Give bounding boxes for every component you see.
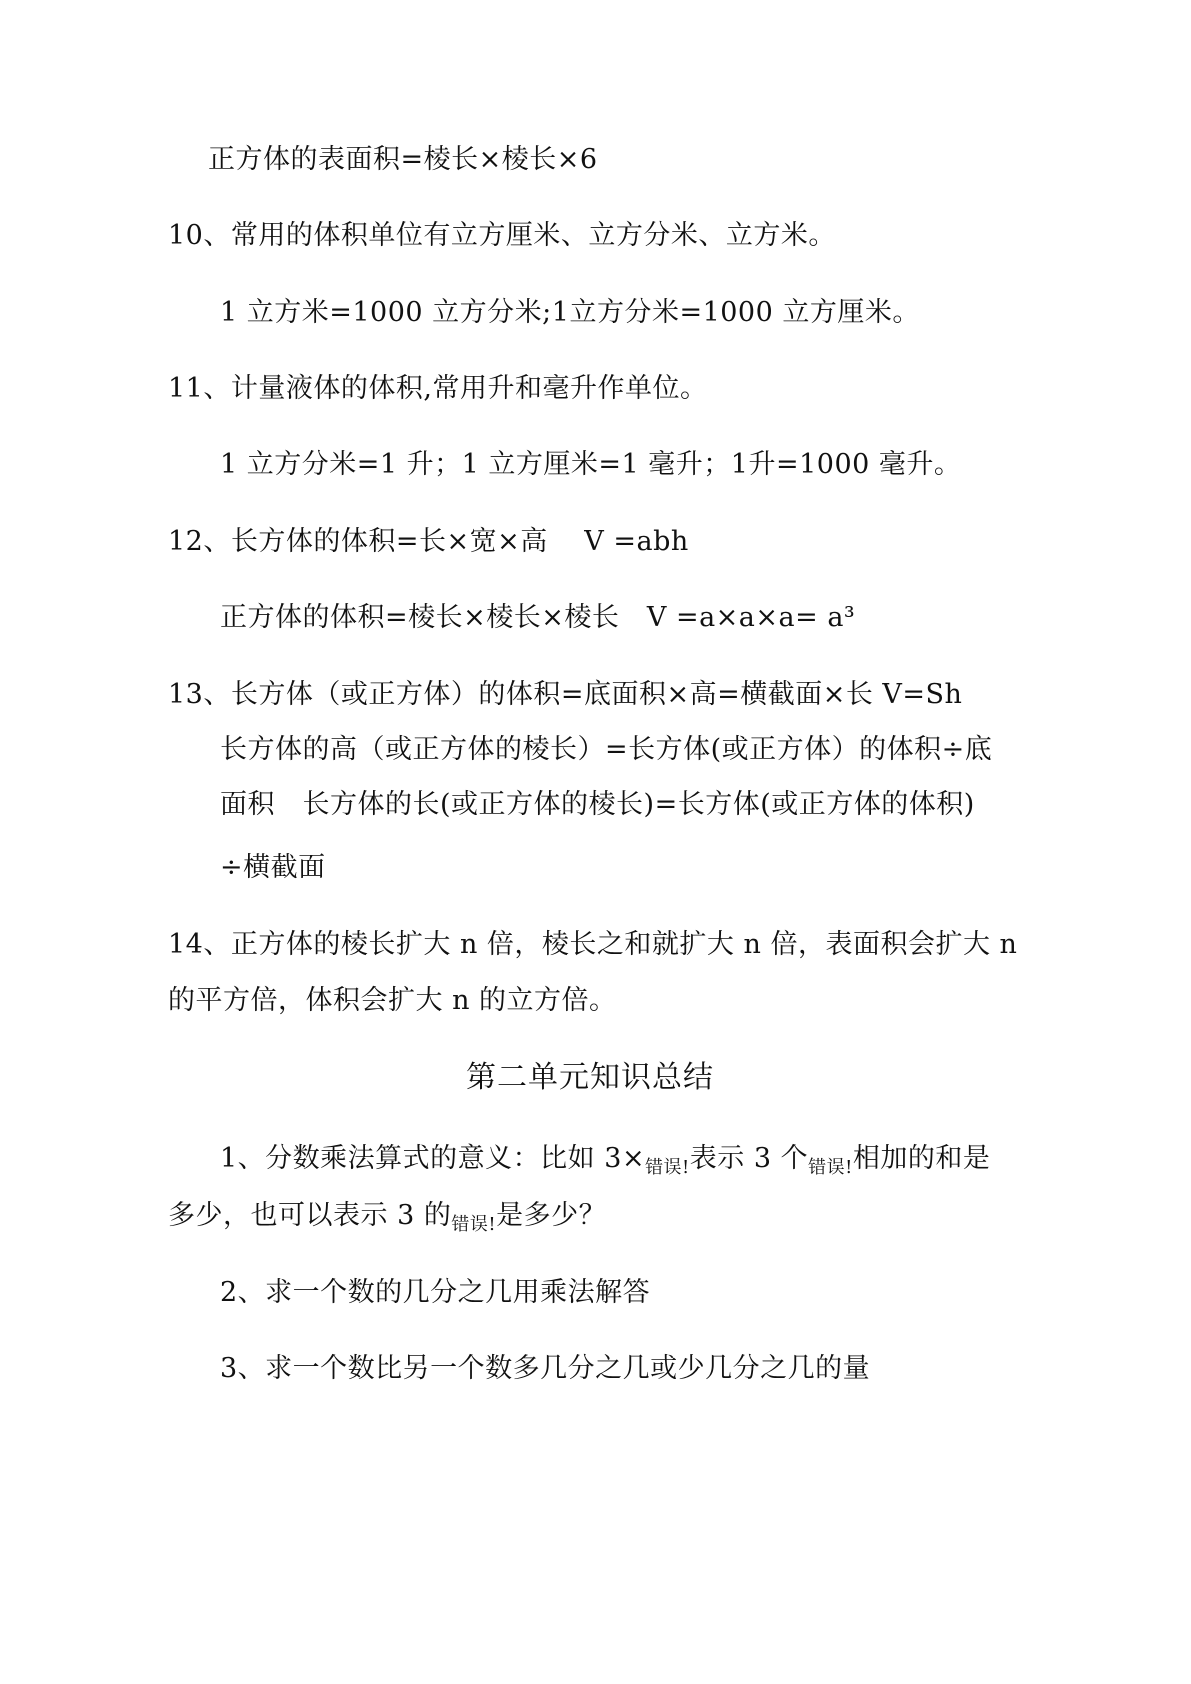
text-line: 正方体的表面积=棱长×棱长×6 bbox=[208, 144, 598, 175]
text-span: 表示 3 个 bbox=[689, 1143, 809, 1174]
text-line: 面积 长方体的长(或正方体的棱长)=长方体(或正方体的体积) bbox=[220, 789, 975, 820]
text-line: 1 立方分米=1 升；1 立方厘米=1 毫升；1升=1000 毫升。 bbox=[220, 449, 962, 480]
text-span: 相加的和是 bbox=[852, 1143, 991, 1174]
text-line: 3、求一个数比另一个数多几分之几或少几分之几的量 bbox=[220, 1353, 871, 1384]
text-line bbox=[220, 1141, 990, 1180]
text-line: 2、求一个数的几分之几用乘法解答 bbox=[220, 1277, 651, 1308]
text-line: 14、正方体的棱长扩大 n 倍，棱长之和就扩大 n 倍，表面积会扩大 n bbox=[168, 929, 1018, 960]
text-line: 的平方倍，体积会扩大 n 的立方倍。 bbox=[168, 985, 617, 1016]
error-marker: 错误! bbox=[451, 1214, 497, 1235]
text-line: 长方体的高（或正方体的棱长）=长方体(或正方体）的体积÷底 bbox=[220, 734, 993, 765]
text-span: 是多少？ bbox=[496, 1200, 607, 1231]
text-line bbox=[168, 1198, 606, 1237]
text-line: 1 立方米=1000 立方分米;1立方分米=1000 立方厘米。 bbox=[220, 297, 920, 328]
section-title: 第二单元知识总结 bbox=[466, 1060, 714, 1095]
error-marker: 错误! bbox=[645, 1157, 690, 1178]
text-line: 11、计量液体的体积,常用升和毫升作单位。 bbox=[168, 373, 708, 404]
text-span: 1、分数乘法算式的意义：比如 3× bbox=[220, 1143, 646, 1174]
text-line: 10、常用的体积单位有立方厘米、立方分米、立方米。 bbox=[168, 220, 836, 251]
text-line: ÷横截面 bbox=[220, 852, 326, 883]
text-span: 多少，也可以表示 3 的 bbox=[168, 1200, 452, 1231]
text-line: 正方体的体积=棱长×棱长×棱长 V =a×a×a= a³ bbox=[220, 602, 856, 633]
text-line: 12、长方体的体积=长×宽×高 V =abh bbox=[168, 526, 689, 557]
error-marker: 错误! bbox=[808, 1157, 853, 1178]
text-line: 13、长方体（或正方体）的体积=底面积×高=横截面×长 V=Sh bbox=[168, 679, 963, 710]
